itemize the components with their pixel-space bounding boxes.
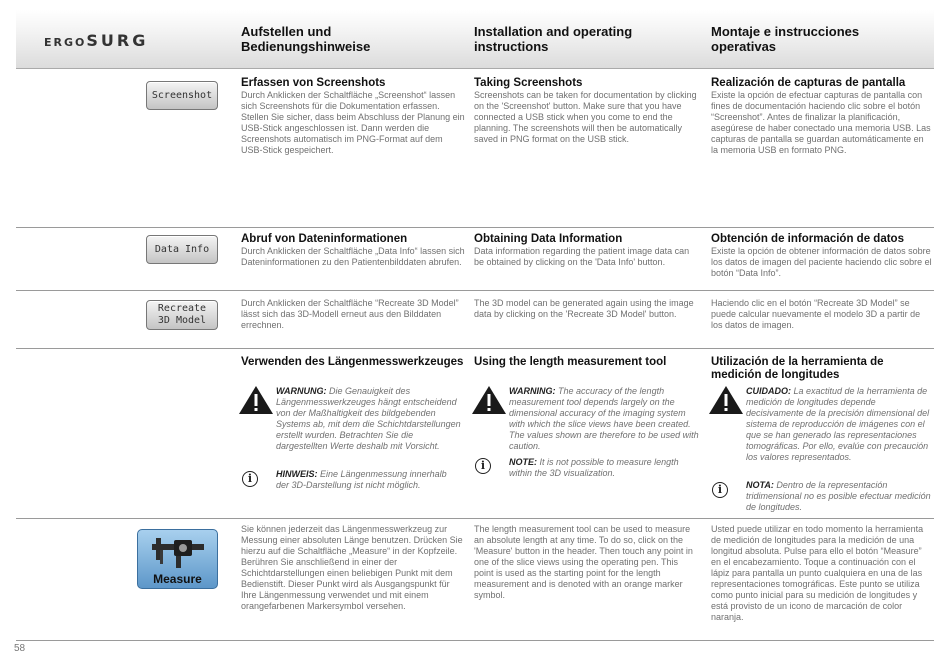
section-title: Obtención de información de datos (711, 233, 904, 245)
page-header (16, 10, 934, 69)
section-text: Data information regarding the patient image data can be obtained by clicking on the 'Data Info' button. (474, 246, 690, 267)
measure-es (711, 524, 933, 623)
note-body: Eine Längenmessung innerhalb der 3D-Darstellung ist nicht möglich. (276, 469, 447, 490)
recreate-es (711, 298, 933, 331)
section-text: Durch Anklicken der Schaltfläche “Recreate 3D Model” lässt sich das 3D-Modell erneut aus den Bilddaten errechnen. (241, 298, 459, 330)
section-divider (16, 290, 934, 291)
section-text: Haciendo clic en el botón “Recreate 3D Model” se puede calcular nuevamente el modelo 3D a partir de los datos de imagen. (711, 298, 921, 330)
recreate-en (474, 298, 699, 320)
note-body: Dentro de la representación tridimensional no es posible efectuar medición de longitudes. (746, 480, 931, 512)
note-label: NOTE: (509, 457, 537, 467)
info-icon: i (712, 482, 728, 498)
section-text: Existe la opción de obtener información de datos sobre los datos de imagen del paciente haciendo clic sobre el botón “Data Info”. (711, 246, 932, 278)
warning-body: Die Genauigkeit des Längenmesswerkzeuges hängt entscheidend von der Maßhaltigkeit des bildgebenden Systems ab, mit dem die Schichtdarstellungen erstellt wurden. Betrachten Sie die dargestellten Werte deshalb mit Vorsicht. (276, 386, 461, 451)
warning-text-es (746, 386, 932, 463)
note-text-de (276, 469, 462, 491)
data-info-button[interactable]: Data Info (146, 235, 218, 264)
section-text: Sie können jederzeit das Längenmesswerkzeug zur Messung einer absoluten Länge benutzen. Drücken Sie hierzu auf die Schaltfläche „Measure“ in der Kopfzeile. Berühren Sie anschließend in einer der Schichtdarstellungen einen beliebigen Punkt mit dem Bedienstift. Dieser Punkt wird als Ausgangspunkt für Ihre Längenmessung verwendet und mit einem orangefarbenen Markersymbol versehen. (241, 524, 463, 611)
section-text: Durch Anklicken der Schaltfläche „Data Info“ lassen sich Dateninformationen zu den Patientenbilddaten abrufen. (241, 246, 465, 267)
logo-part-surg: SURG (86, 31, 149, 50)
warning-icon (471, 385, 507, 415)
warning-label: CUIDADO: (746, 386, 791, 396)
section-text: The length measurement tool can be used to measure an absolute length at any time. To do so, click on the 'Measure' button in the header. Then touch any point in one of the slice views using the operating pen. This point is used as the starting point for the length measurement and is denoted with an orange marker symbol. (474, 524, 693, 600)
warning-text-en (509, 386, 699, 452)
section-divider (16, 348, 934, 349)
section-text: Existe la opción de efectuar capturas de pantalla con fines de documentación haciendo clic sobre el botón “Screenshot”. Antes de finalizar la planificación, asegúrese de haber conectado una memoria USB. Las capturas de pantalla se guardan automáticamente en la memoria USB en formato PNG. (711, 90, 931, 155)
section-divider (16, 227, 934, 228)
warning-icon (708, 385, 744, 415)
header-col-en: Installation and operating instructions (474, 24, 633, 54)
info-icon: i (242, 471, 258, 487)
screenshot-button[interactable]: Screenshot (146, 81, 218, 110)
warning-label: WARNING: (509, 386, 556, 396)
warning-body: La exactitud de la herramienta de medición de longitudes depende decisivamente de la precisión dimensional del sistema de reproducción de imágenes con el que se han generado las representaciones tomográficas. Por ello, evalúe con precaución los valores representados. (746, 386, 930, 462)
note-label: HINWEIS: (276, 469, 318, 479)
page-number: 58 (14, 643, 26, 654)
warning-label: WARNUNG: (276, 386, 327, 396)
header-col-de: Aufstellen und Bedienungshinweise (241, 24, 371, 54)
section-text: Screenshots can be taken for documentation by clicking on the 'Screenshot' button. Make sure that you have connected a USB stick when you come to end the planning. The screenshots will then be automatically saved in PNG format on the USB stick. (474, 90, 697, 144)
data-info-en (474, 233, 699, 268)
info-icon: i (475, 458, 491, 474)
section-title: Utilización de la herramienta de medición de longitudes (711, 356, 884, 381)
section-divider (16, 518, 934, 519)
section-title: Using the length measurement tool (474, 356, 667, 368)
section-title: Verwenden des Längenmesswerkzeuges (241, 356, 464, 368)
section-title: Erfassen von Screenshots (241, 77, 386, 89)
section-text: Durch Anklicken der Schaltfläche „Screenshot“ lassen sich Screenshots für die Dokumentation erfassen. Stellen Sie sicher, dass beim Abschluss der Planung ein USB-Stick angeschlossen ist. Dann werden die Screenshots automatisch im PNG-Format auf dem USB-Stick gespeichert. (241, 90, 465, 155)
section-title: Taking Screenshots (474, 77, 583, 89)
data-info-es (711, 233, 933, 279)
length-es-title-block (711, 356, 933, 382)
header-col-es: Montaje e instrucciones operativas (711, 24, 860, 54)
warning-icon (238, 385, 274, 415)
recreate-de (241, 298, 466, 331)
measure-button-label: Measure (153, 572, 202, 586)
section-divider (16, 640, 934, 641)
section-text: Usted puede utilizar en todo momento la herramienta de medición de longitudes para la medición de una longitud absoluta. Pulse para ello el botón “Measure” en el encabezamiento. Toque a continuación con el lápiz para pantalla un punto cualquiera en una de las representaciones tomográficas. Este punto se utiliza como punto inicial para su medición de longitudes y está provisto de un icono de marcación de color naranja. (711, 524, 924, 622)
warning-text-de (276, 386, 462, 452)
length-en-title-block (474, 356, 699, 369)
screenshot-en (474, 77, 699, 145)
section-title: Abruf von Dateninformationen (241, 233, 408, 245)
note-label: NOTA: (746, 480, 774, 490)
note-text-en (509, 457, 699, 479)
brand-logo (44, 31, 148, 50)
note-text-es (746, 480, 932, 513)
section-title: Realización de capturas de pantalla (711, 77, 906, 89)
screenshot-de (241, 77, 466, 156)
measure-de (241, 524, 466, 612)
data-info-de (241, 233, 466, 268)
measure-en (474, 524, 699, 601)
screenshot-es (711, 77, 933, 156)
measure-button[interactable] (137, 529, 218, 589)
section-title: Obtaining Data Information (474, 233, 623, 245)
warning-body: The accuracy of the length measurement tool depends largely on the dimensional accuracy of the imaging system with which the slice views have been created. The values shown are therefore to be used with caution. (509, 386, 699, 451)
logo-part-ergo: ERGO (44, 36, 87, 49)
section-text: The 3D model can be generated again using the image data by clicking on the 'Recreate 3D Model' button. (474, 298, 694, 319)
caliper-icon (150, 536, 206, 572)
note-body: It is not possible to measure length within the 3D visualization. (509, 457, 679, 478)
length-de-title-block (241, 356, 466, 369)
recreate-3d-model-button[interactable]: Recreate 3D Model (146, 300, 218, 330)
